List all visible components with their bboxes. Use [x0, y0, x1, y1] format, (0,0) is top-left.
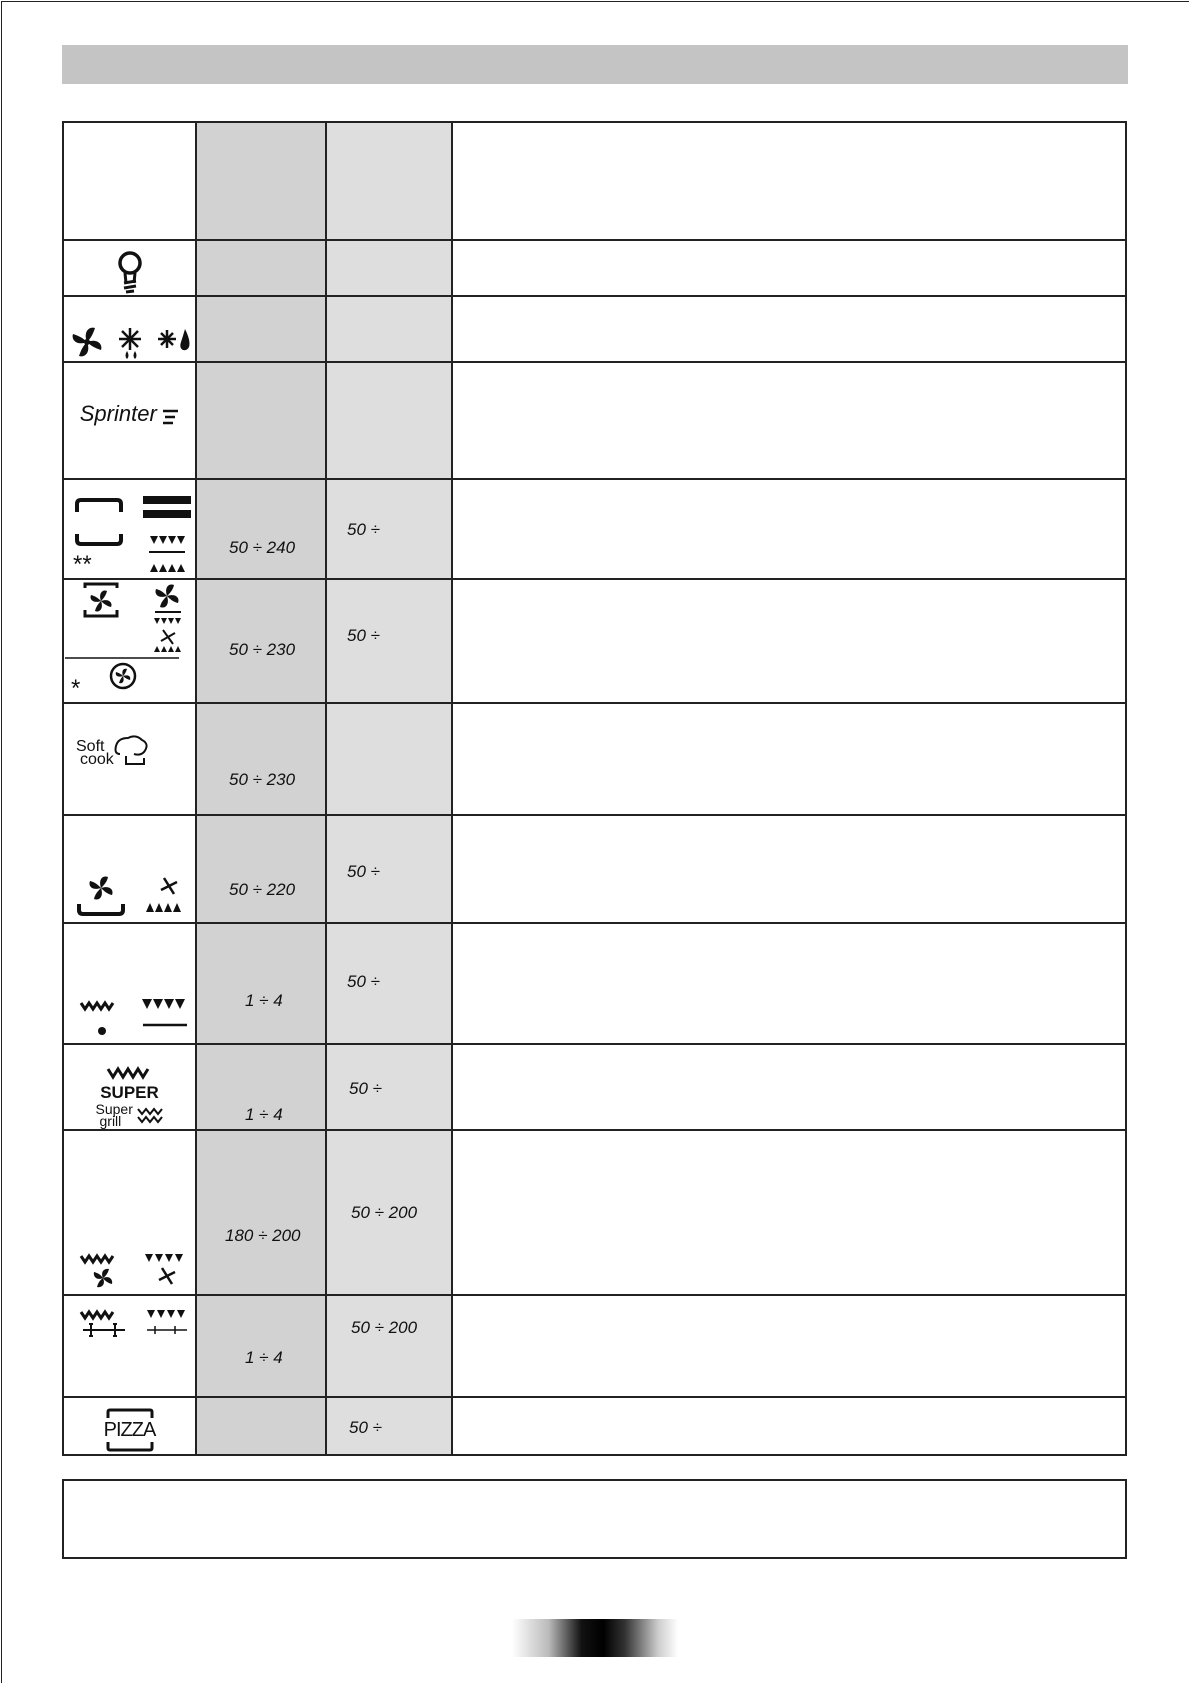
preheat-cell — [326, 1044, 452, 1130]
temperature-range: 1 ÷ 4 — [245, 991, 283, 1010]
grill-icons — [63, 923, 196, 1044]
temperature-cell — [196, 1295, 326, 1397]
temperature-cell — [196, 479, 326, 579]
temperature-cell — [196, 579, 326, 703]
description-cell — [452, 1397, 1126, 1455]
table-row — [63, 1044, 1126, 1130]
temperature-range: 50 ÷ 230 — [229, 770, 296, 789]
description-cell — [452, 296, 1126, 362]
fan-oven-icons — [63, 579, 196, 703]
preheat-cell — [326, 479, 452, 579]
temperature-cell — [196, 1130, 326, 1295]
pizza-icon — [63, 1397, 196, 1455]
table-row — [63, 579, 1126, 703]
temperature-cell — [196, 1044, 326, 1130]
description-cell — [452, 923, 1126, 1044]
super-grill-label-top: Super — [95, 1101, 133, 1117]
note-box — [62, 1479, 1127, 1559]
description-cell — [452, 815, 1126, 923]
fan-grill-icons — [63, 1130, 196, 1295]
sprinter-label: Sprinter — [79, 401, 157, 426]
fan-bottom-heat-icons — [63, 815, 196, 923]
description-cell — [452, 1044, 1126, 1130]
description-cell — [452, 1295, 1126, 1397]
table-row — [63, 240, 1126, 296]
table-row — [63, 703, 1126, 815]
defrost-icons — [63, 296, 196, 362]
temperature-cell — [196, 923, 326, 1044]
oven-functions-table — [62, 121, 1127, 1456]
preheat-cell — [326, 296, 452, 362]
description-cell — [452, 479, 1126, 579]
preheat-range: 50 ÷ — [347, 862, 380, 881]
preheat-range: 50 ÷ — [347, 972, 380, 991]
preheat-cell — [326, 1295, 452, 1397]
preheat-range: 50 ÷ — [347, 520, 380, 539]
preheat-range: 50 ÷ — [349, 1418, 382, 1437]
table-row — [63, 479, 1126, 579]
soft-cook-icon — [63, 703, 196, 815]
table-row — [63, 815, 1126, 923]
temperature-cell — [196, 122, 326, 240]
table-row — [63, 923, 1126, 1044]
preheat-cell — [326, 703, 452, 815]
temperature-range: 50 ÷ 240 — [229, 538, 296, 557]
description-cell — [452, 122, 1126, 240]
svg-text:**: ** — [72, 551, 92, 578]
rotisserie-grill-icons — [63, 1295, 196, 1397]
pizza-label: PIZZA — [103, 1419, 156, 1441]
preheat-range: 50 ÷ — [349, 1079, 382, 1098]
table-row — [63, 1397, 1126, 1455]
svg-text:*: * — [70, 675, 80, 702]
table-row — [63, 362, 1126, 479]
description-cell — [452, 579, 1126, 703]
table-row — [63, 296, 1126, 362]
temperature-range: 1 ÷ 4 — [245, 1105, 283, 1124]
super-grill-icons — [63, 1044, 196, 1130]
conventional-heating-icons — [63, 479, 196, 579]
table-header-row — [63, 122, 1126, 240]
temperature-range: 1 ÷ 4 — [245, 1348, 283, 1367]
preheat-cell — [326, 1130, 452, 1295]
preheat-range: 50 ÷ — [347, 626, 380, 645]
cook-label: cook — [80, 751, 114, 768]
table-row — [63, 1295, 1126, 1397]
sprinter-icon — [63, 362, 196, 479]
preheat-range: 50 ÷ 200 — [351, 1318, 418, 1337]
temperature-range: 50 ÷ 220 — [229, 880, 296, 899]
icon-cell — [63, 122, 196, 240]
preheat-cell — [326, 1397, 452, 1455]
description-cell — [452, 703, 1126, 815]
temperature-range: 180 ÷ 200 — [225, 1226, 301, 1245]
preheat-cell — [326, 122, 452, 240]
super-grill-label-bottom: grill — [99, 1113, 122, 1129]
temperature-cell — [196, 1397, 326, 1455]
soft-label: Soft — [76, 738, 105, 755]
preheat-cell — [326, 362, 452, 479]
preheat-cell — [326, 923, 452, 1044]
preheat-cell — [326, 240, 452, 296]
preheat-range: 50 ÷ 200 — [351, 1203, 418, 1222]
super-label: SUPER — [100, 1083, 159, 1102]
temperature-cell — [196, 296, 326, 362]
lamp-icon — [63, 240, 196, 296]
temperature-cell — [196, 703, 326, 815]
table-row — [63, 1130, 1126, 1295]
description-cell — [452, 240, 1126, 296]
temperature-range: 50 ÷ 230 — [229, 640, 296, 659]
preheat-cell — [326, 579, 452, 703]
preheat-cell — [326, 815, 452, 923]
description-cell — [452, 362, 1126, 479]
description-cell — [452, 1130, 1126, 1295]
temperature-cell — [196, 362, 326, 479]
section-header-bar — [62, 45, 1128, 84]
page-number-tab — [512, 1619, 678, 1657]
temperature-cell — [196, 240, 326, 296]
temperature-cell — [196, 815, 326, 923]
